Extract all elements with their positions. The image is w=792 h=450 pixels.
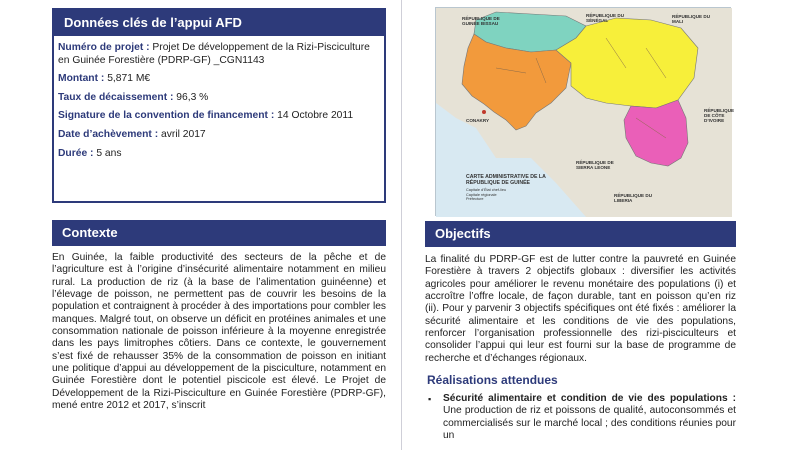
duration-value: 5 ans (93, 147, 122, 159)
disbursement-value: 96,3 % (173, 91, 209, 103)
label-sierra-leone: RÉPUBLIQUE DE SIERRA LEONE (576, 160, 614, 170)
completion-label: Date d’achèvement : (58, 128, 159, 140)
project-number-label: Numéro de projet : (58, 42, 150, 53)
objectifs-text: La finalité du PDRP-GF est de lutter contre la pauvreté en Guinée Forestière à travers 2 objectifs globaux : diversifier les activités agricoles pour améliorer le revenu monétaire des populations (i) et accroître l’offre locale, de façon durable, tant en poisson qu’en riz (ii). Pour y parvenir 3 objectifs spécifiques ont été fixés : améliorer la sécurité alimentaire et les conditions de vie des populations, renforcer l’organisation professionnelle des rizi-pisciculteurs et consolider l’appui qui leur est fourni sur la base de programme de recherche et d’échanges régionaux. (425, 254, 736, 364)
afd-header: Données clés de l’appui AFD (54, 10, 384, 36)
legend-item-prefecture: Préfecture (466, 197, 484, 202)
afd-row-completion (58, 129, 380, 142)
contexte-section (52, 220, 386, 412)
afd-body (54, 36, 384, 160)
afd-row-amount (58, 73, 380, 86)
bullet-text: Une production de riz et poissons de qualité, autoconsommés et commercialisés sur le marché local ; des conditions réunies pour un (443, 405, 736, 442)
label-mali: RÉPUBLIQUE DU MALI (672, 14, 711, 24)
signature-label: Signature de la convention de financement : (58, 110, 275, 122)
amount-value: 5,871 M€ (104, 73, 151, 85)
contexte-text: En Guinée, la faible productivité des secteurs de la pêche et de l’agriculture est à l’origine d’insécurité alimentaire notamment en milieu rural. La production de riz (à la base de l’alimentation guinéenne) et l’élevage de poisson, ne permettent pas de couvrir les besoins de la population et contraignent à procéder à des importations pour combler les manques. Malgré tout, on observe un déficit en protéines animales et une consommation nationale de poisson inférieure à la moyenne enregistrée dans les pays limitrophes côtiers. Dans ce contexte, le gouvernement s’est fixé de rehausser 35% de la consommation de poisson en initiant une politique d’appui au développement de la pisciculture, notamment en Guinée Forestière dont le potentiel piscicole est élevé. Le Projet de Développement de la Rizi-Pisciculture en Guinée Forestière (PDRP-GF), mené entre 2012 et 2017, s’inscrit (52, 252, 386, 412)
objectifs-section (425, 221, 736, 442)
left-column (52, 8, 386, 450)
project-number-value: Projet De développement de la Rizi-Pisciculture en Guinée Forestière (PDRP-GF) _CGN1143 (58, 42, 370, 66)
column-divider (401, 0, 402, 450)
label-senegal: RÉPUBLIQUE DU SÉNÉGAL (586, 13, 625, 23)
contexte-header: Contexte (52, 220, 386, 246)
afd-row-disbursement (58, 92, 380, 105)
afd-row-signature (58, 110, 380, 123)
map-title: CARTE ADMINISTRATIVE DE LA RÉPUBLIQUE DE GUINÉE (466, 174, 546, 186)
disbursement-label: Taux de décaissement : (58, 91, 174, 103)
realisations-heading: Réalisations attendues (427, 373, 558, 388)
objectifs-header: Objectifs (425, 221, 736, 247)
legend-item-capital: Capitale d’État chef-lieu (466, 188, 507, 192)
map-legend (466, 188, 506, 202)
label-liberia: RÉPUBLIQUE DU LIBERIA (614, 193, 653, 203)
label-guinee-bissau: RÉPUBLIQUE DE GUINÉE BISSAU (462, 16, 500, 26)
right-column (425, 0, 736, 450)
legend-item-regional: Capitale régionale (466, 192, 497, 197)
duration-label: Durée : (58, 147, 94, 159)
afd-row-duration (58, 148, 380, 161)
signature-value: 14 Octobre 2011 (274, 110, 354, 122)
bullet-title: Sécurité alimentaire et condition de vie des populations : (443, 393, 736, 405)
label-conakry: CONAKRY (466, 118, 490, 123)
realisations-bullet (425, 393, 736, 442)
label-cote-ivoire: RÉPUBLIQUE DE CÔTE D’IVOIRE (704, 108, 735, 123)
afd-row-project-number (58, 42, 380, 67)
conakry-marker (482, 110, 486, 114)
amount-label: Montant : (58, 73, 105, 85)
completion-value: avril 2017 (158, 128, 206, 140)
guinea-administrative-map (435, 7, 735, 216)
afd-key-data-box (52, 8, 386, 203)
